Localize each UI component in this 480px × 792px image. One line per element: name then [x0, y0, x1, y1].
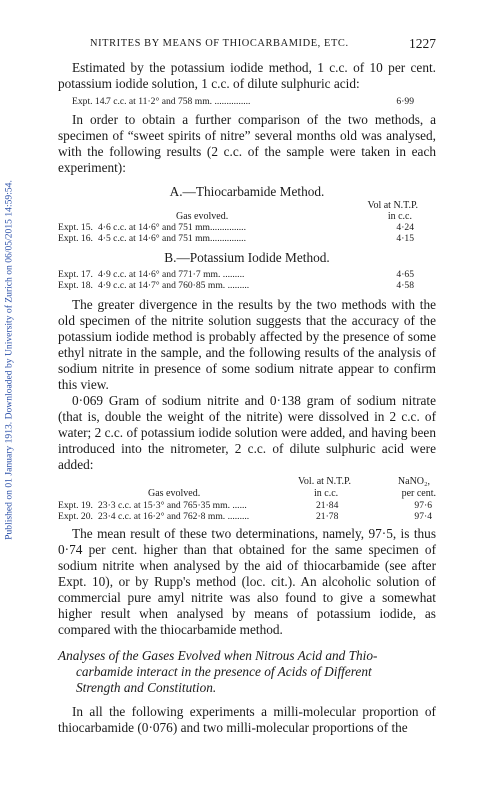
expt-text: 4·5 c.c. at 14·6° and 751 mm............... [98, 233, 246, 244]
page [58, 38, 436, 736]
paragraph-4: 0·069 Gram of sodium nitrite and 0·138 gram of sodium nitrate (that is, double the weight of the nitrite) were dissolved in 2 c.c. of water; 2 c.c. of potassium iodide solution were added, and having been introduced into the nitrometer, 2 c.c. of dilute sulphuric acid were added: [58, 393, 436, 472]
paragraph-5: The mean result of these two determinations, namely, 97·5, is thus 0·74 per cent. higher than that obtained for the same specimen of sodium nitrite when analysed by the aid of thiocarbamide (see after Expt. 10), or by Rupp's method (loc. cit.). An alcoholic solution of commercial pure amyl nitrite was also found to give a somewhat higher result when analysed by means of potassium iodide, as compared with the thiocarbamide method. [58, 526, 436, 637]
expt-result: 6·99 [396, 96, 414, 107]
side-note-text: Published on 01 January 1913. Downloaded by University of Zurich on 06/05/2015 14:59:54. [3, 180, 15, 540]
paragraph-1: Estimated by the potassium iodide method, 1 c.c. of 10 per cent. potassium iodide solution, 1 c.c. of dilute sulphuric acid: [58, 60, 436, 91]
table-row [58, 222, 436, 233]
col-vol-2: in c.c. [387, 211, 412, 222]
table-a-head-1 [58, 200, 436, 211]
section-b-heading: B.—Potassium Iodide Method. [164, 250, 330, 265]
expt-label: Expt. 18. [58, 280, 93, 291]
table-row [58, 233, 436, 244]
expt-label: Expt. 16. [58, 233, 93, 244]
col-gas: Gas evolved. [176, 211, 229, 222]
side-watermark [2, 30, 16, 690]
table-row [58, 511, 436, 522]
expt-result: 4·15 [396, 233, 414, 244]
expt-text: 4·9 c.c. at 14·7° and 760·85 mm. ......... [98, 280, 250, 291]
col-nano-1: NaNO₂, [397, 476, 430, 487]
expt-label: Expt. 17. [58, 269, 93, 280]
table-row [58, 500, 436, 511]
expt-label: Expt. 14. [72, 96, 107, 107]
section-title-line-3: Strength and Constitution. [76, 680, 217, 695]
col-vol-2: in c.c. [314, 488, 339, 499]
paragraph-6: In all the following experiments a milli-molecular proportion of thiocarbamide (0·076) and two milli-molecular proportions of the [58, 704, 436, 735]
expt-result: 4·24 [396, 222, 414, 233]
running-head [58, 38, 436, 52]
paragraph-3: The greater divergence in the results by the two methods with the old specimen of the nitrite solution suggests that the accuracy of the potassium iodide method is probably affected by the presence of some ethyl nitrate in the sample, and the following results of the analysis of sodium nitrite in presence of some sodium nitrate appear to confirm this view. [58, 297, 436, 392]
table-a-head-2 [58, 211, 436, 222]
running-title: NITRITES BY MEANS OF THIOCARBAMIDE, ETC. [90, 38, 349, 49]
table-3-head-1 [58, 476, 436, 488]
expt-text: 4·9 c.c. at 14·6° and 771·7 mm. ......... [98, 269, 245, 280]
table-row [58, 280, 436, 291]
expt-label: Expt. 15. [58, 222, 93, 233]
col-gas: Gas evolved. [148, 488, 201, 499]
table-row [58, 269, 436, 280]
paragraph-2: In order to obtain a further comparison of the two methods, a specimen of “sweet spirits of nitre” several months old was analysed, with the following results (2 c.c. of the sample were taken in each experiment): [58, 112, 436, 175]
expt-label: Expt. 19. [58, 500, 93, 511]
col-vol-1: Vol. at N.T.P. [298, 476, 351, 487]
expt-pct: 97·6 [414, 500, 432, 511]
expt-vol: 21·78 [316, 511, 339, 522]
expt-text: 23·3 c.c. at 15·3° and 765·35 mm. ...... [98, 500, 247, 511]
expt-result: 4·58 [396, 280, 414, 291]
col-nano-2: per cent. [401, 488, 436, 499]
section-title [58, 648, 436, 696]
expt-pct: 97·4 [414, 511, 432, 522]
section-title-line-1: Analyses of the Gases Evolved when Nitrous Acid and Thio- [58, 648, 378, 663]
expt-label: Expt. 20. [58, 511, 93, 522]
expt-text: 23·4 c.c. at 16·2° and 762·8 mm. ......... [98, 511, 250, 522]
table-3-head-2 [58, 488, 436, 500]
col-vol-1: Vol at N.T.P. [367, 200, 418, 211]
expt-text: 4·6 c.c. at 14·6° and 751 mm............... [98, 222, 246, 233]
expt-row [58, 96, 436, 107]
section-a-heading: A.—Thiocarbamide Method. [169, 184, 325, 199]
page-number: 1227 [409, 36, 436, 51]
section-title-line-2: carbamide interact in the presence of Acids of Different [76, 664, 372, 679]
expt-text: 7 c.c. at 11·2° and 758 mm. ............... [106, 96, 251, 107]
expt-vol: 21·84 [316, 500, 339, 511]
expt-result: 4·65 [396, 269, 414, 280]
